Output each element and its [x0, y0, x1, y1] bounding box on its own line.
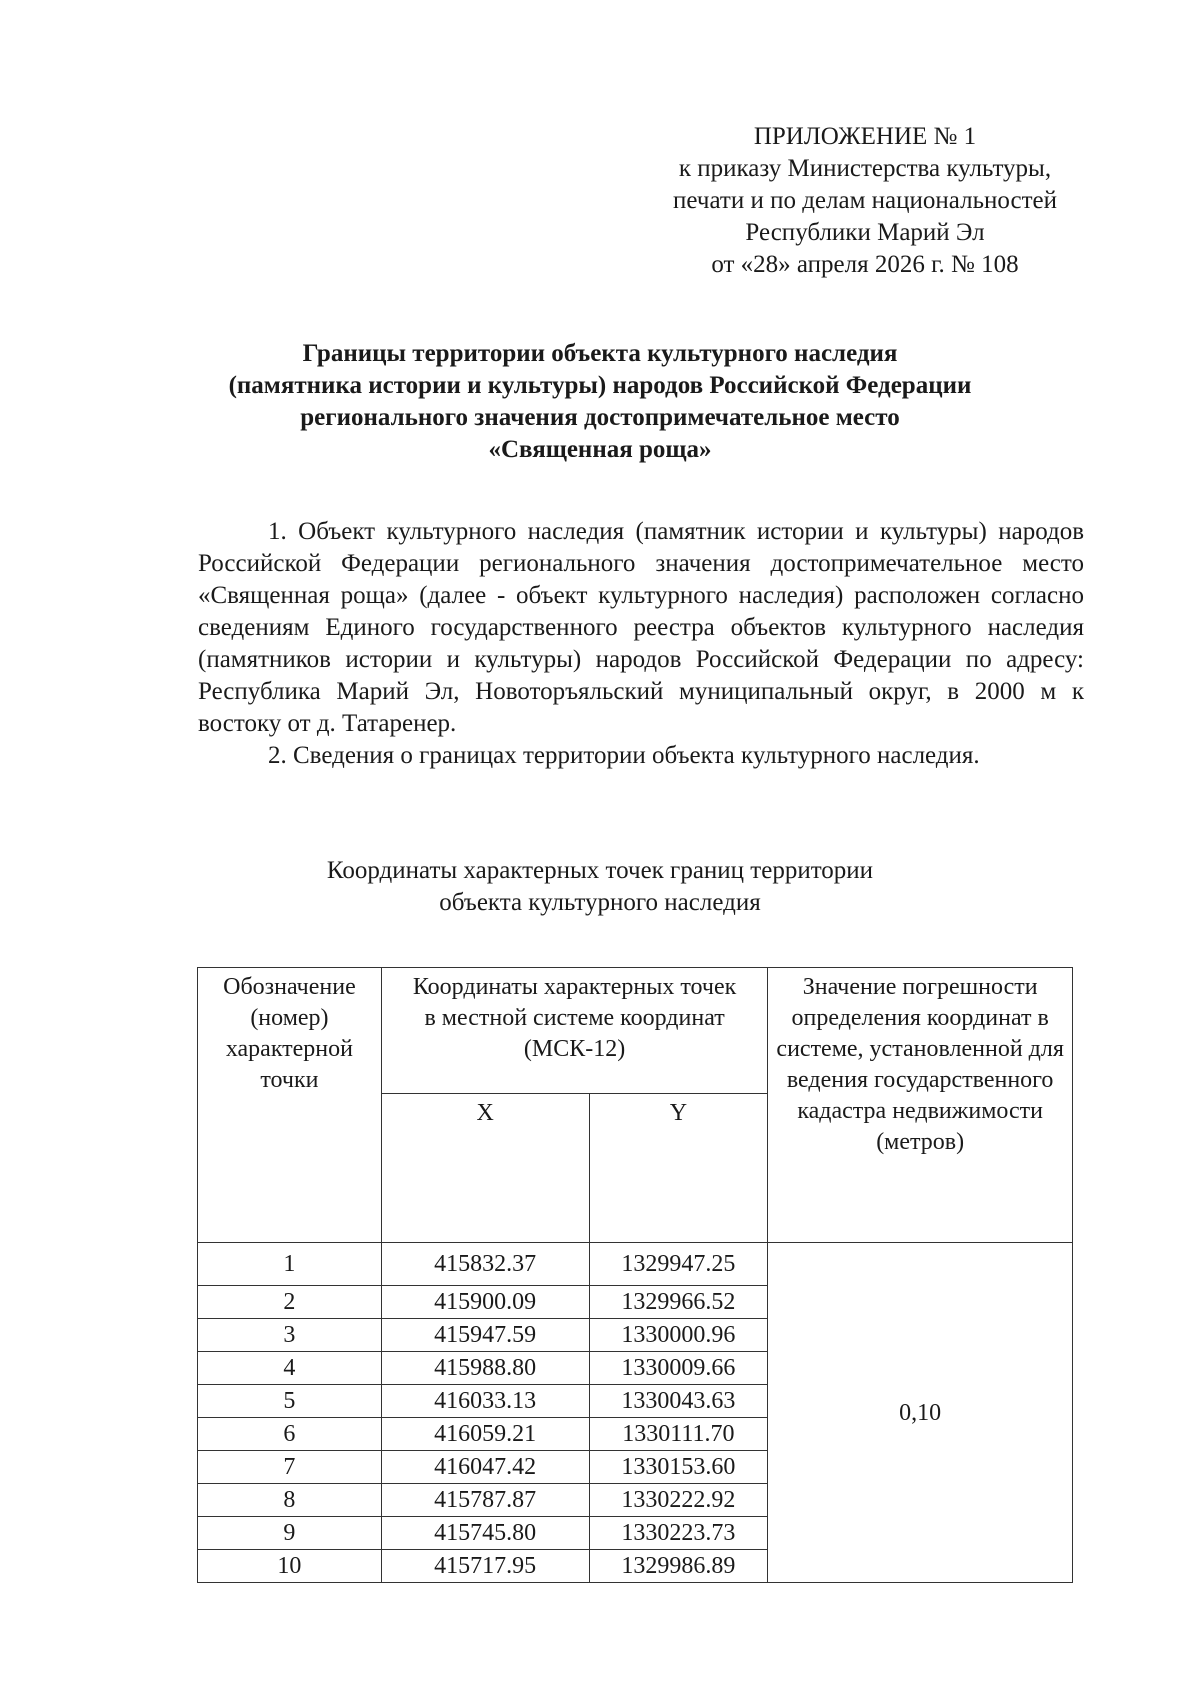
coordinate-y: 1329966.52 [589, 1286, 768, 1319]
point-number: 6 [198, 1418, 382, 1451]
coordinate-y: 1330222.92 [589, 1484, 768, 1517]
coordinate-x: 415832.37 [381, 1243, 589, 1286]
coordinate-y: 1330223.73 [589, 1517, 768, 1550]
title-line-4: «Священная роща» [488, 436, 712, 463]
header-error: Значение погрешности определения координат в системе, установленной для ведения государственного кадастра недвижимости (метров) [768, 968, 1073, 1243]
title-line-1: Границы территории объекта культурного наследия [302, 340, 898, 367]
appendix-ministry: печати и по делам национальностей [673, 187, 1057, 214]
coordinate-x: 416047.42 [381, 1451, 589, 1484]
coordinate-x: 415900.09 [381, 1286, 589, 1319]
point-number: 1 [198, 1243, 382, 1286]
point-number: 8 [198, 1484, 382, 1517]
table-caption-line-1: Координаты характерных точек границ территории [326, 857, 874, 884]
coordinate-y: 1330009.66 [589, 1352, 768, 1385]
coordinates-table-body [198, 1243, 1073, 1583]
appendix-order-ref: к приказу Министерства культуры, [678, 155, 1052, 182]
paragraph-1: 1. Объект культурного наследия (памятник истории и культуры) народов Российской Федерации регионального значения достопримечательное место «Священная роща» (далее - объект культурного наследия) расположен согласно сведениям Единого государственного реестра объектов культурного наследия (памятников истории и культуры) народов Российской Федерации по адресу: Республика Марий Эл, Новоторъяльский муниципальный округ, в 2000 м к востоку от д. Татаренер. [198, 518, 1084, 737]
point-number: 2 [198, 1286, 382, 1319]
paragraph-2: 2. Сведения о границах территории объекта культурного наследия. [268, 742, 980, 769]
coordinate-y: 1330000.96 [589, 1319, 768, 1352]
coordinate-y: 1329986.89 [589, 1550, 768, 1583]
appendix-date: от «28» апреля 2026 г. № 108 [711, 251, 1019, 278]
coordinate-y: 1330153.60 [589, 1451, 768, 1484]
coordinate-y: 1330043.63 [589, 1385, 768, 1418]
table-caption [250, 855, 950, 919]
coordinate-x: 415947.59 [381, 1319, 589, 1352]
appendix-number: ПРИЛОЖЕНИЕ № 1 [753, 123, 977, 150]
table-row [198, 1243, 1073, 1286]
appendix-republic: Республики Марий Эл [745, 219, 985, 246]
point-number: 4 [198, 1352, 382, 1385]
coordinate-y: 1330111.70 [589, 1418, 768, 1451]
coordinate-x: 416059.21 [381, 1418, 589, 1451]
coordinate-y: 1329947.25 [589, 1243, 768, 1286]
point-number: 10 [198, 1550, 382, 1583]
title-line-3: регионального значения достопримечательное место [300, 404, 900, 431]
coordinates-table [197, 967, 1073, 1583]
header-coordinates: Координаты характерных точек в местной системе координат (МСК-12) [381, 968, 767, 1094]
coordinate-x: 415988.80 [381, 1352, 589, 1385]
body-text [198, 516, 1084, 772]
coordinate-x: 415787.87 [381, 1484, 589, 1517]
coordinate-x: 416033.13 [381, 1385, 589, 1418]
coordinate-x: 415745.80 [381, 1517, 589, 1550]
point-number: 7 [198, 1451, 382, 1484]
header-y: Y [589, 1094, 768, 1243]
header-point: Обозначение (номер) характерной точки [198, 968, 382, 1243]
table-caption-line-2: объекта культурного наследия [439, 889, 761, 916]
header-x: X [381, 1094, 589, 1243]
appendix-block [600, 121, 1130, 281]
point-number: 9 [198, 1517, 382, 1550]
coordinate-x: 415717.95 [381, 1550, 589, 1583]
title-line-2: (памятника истории и культуры) народов Российской Федерации [228, 372, 972, 399]
document-title [150, 338, 1050, 466]
point-number: 3 [198, 1319, 382, 1352]
error-value: 0,10 [768, 1243, 1073, 1583]
point-number: 5 [198, 1385, 382, 1418]
